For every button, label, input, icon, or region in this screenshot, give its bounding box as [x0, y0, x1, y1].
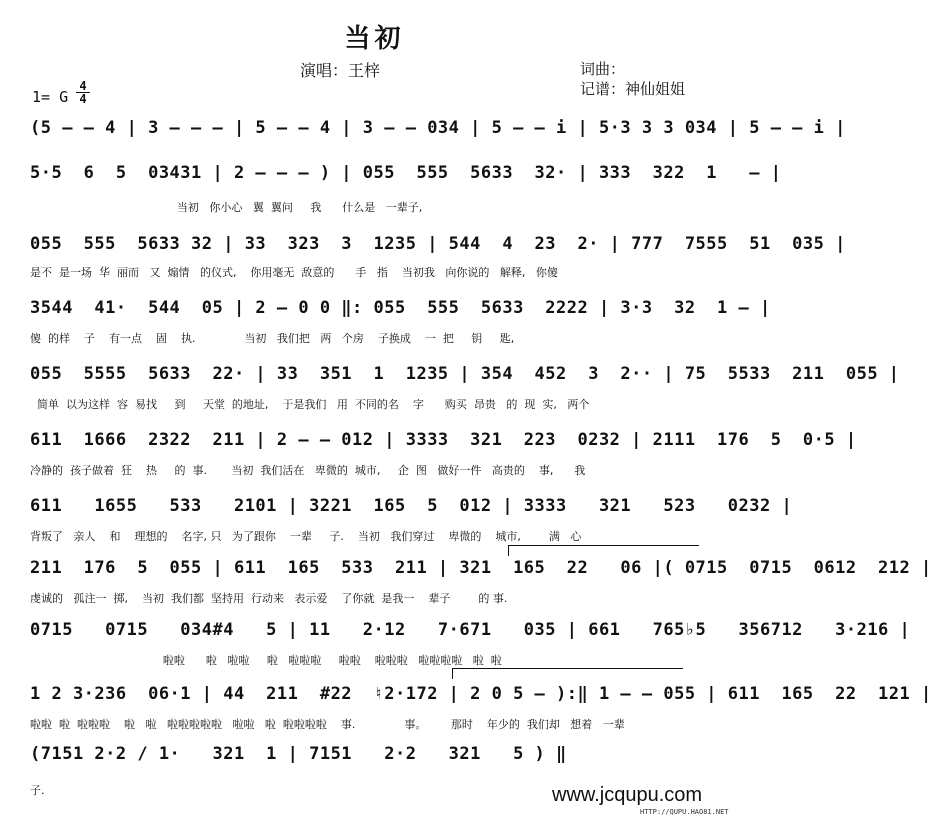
transcriber-credit: 记谱：神仙姐姐	[580, 80, 686, 98]
notation-line-11: (7151 2·2 / 1· 321 1 | 7151 2·2 321 5 ) ‖	[30, 744, 567, 764]
repeat-bracket-1	[508, 545, 699, 556]
notation-line-10: 1 2 3·236 06·1 | 44 211 #22 ♮2·172 | 2 0 5 — ):‖ 1 — — 055 | 611 165 22 121 |	[30, 684, 932, 704]
notation-line-3: 055 555 5633 32 | 33 323 3 1235 | 544 4 23 2· | 777 7555 51 035 |	[30, 234, 846, 254]
lyrics-line-8: 虔诚的 孤注一 掷, 当初 我们都 坚持用 行动来 表示爱 了你就 是我一 辈子 的 事.	[30, 592, 508, 605]
notation-line-8: 211 176 5 055 | 611 165 533 211 | 321 165 22 06 |( 0715 0715 0612 212 |	[30, 558, 932, 578]
song-title: 当初	[344, 24, 405, 54]
time-denominator: 4	[79, 92, 87, 106]
lyrics-line-3: 是不 是一场 华 丽而 又 煽情 的仪式, 你用毫无 敌意的 手 指 当初我 向你说的 解释, 你傻	[30, 266, 558, 279]
notation-line-1: (5 — — 4 | 3 — — — | 5 — — 4 | 3 — — 034 | 5 — — i | 5·3 3 3 034 | 5 — — i |	[30, 118, 846, 138]
lyrics-line-6: 冷静的 孩子做着 狂 热 的 事. 当初 我们活在 卑微的 城市, 企 图 做好一件 高贵的 事, 我	[30, 464, 586, 477]
time-numerator: 4	[76, 80, 90, 93]
repeat-bracket-2	[452, 668, 683, 679]
lyrics-line-11: 子.	[30, 784, 45, 797]
notation-line-2: 5·5 6 5 03431 | 2 — — — ) | 055 555 5633 32· | 333 322 1 — |	[30, 163, 782, 183]
site-watermark-url: HTTP://QUPU.HAO81.NET	[640, 808, 729, 816]
lyrics-line-2: 当初 你小心 翼 翼问 我 什么是 一辈子,	[30, 201, 423, 214]
notation-line-6: 611 1666 2322 211 | 2 — — 012 | 3333 321 223 0232 | 2111 176 5 0·5 |	[30, 430, 857, 450]
lyrics-line-9: 啦啦 啦 啦啦 啦 啦啦啦 啦啦 啦啦啦 啦啦啦啦 啦 啦	[30, 654, 502, 667]
lyrics-line-7: 背叛了 亲人 和 理想的 名字, 只 为了跟你 一辈 子. 当初 我们穿过 卑微的 城市, 满 心	[30, 530, 582, 543]
singer-credit: 演唱：王梓	[299, 61, 380, 80]
time-signature	[76, 80, 90, 105]
lyrics-line-4: 傻 的样 子 有一点 固 执. 当初 我们把 两 个房 子换成 一 把 钥 匙,	[30, 332, 515, 345]
lyricist-credit: 词曲：	[580, 60, 626, 78]
notation-line-5: 055 5555 5633 22· | 33 351 1 1235 | 354 452 3 2·· | 75 5533 211 055 |	[30, 364, 900, 384]
lyrics-line-10: 啦啦 啦 啦啦啦 啦 啦 啦啦啦啦啦 啦啦 啦 啦啦啦啦 事. 事。 那时 年少的 我们却 想着 一辈	[30, 718, 625, 731]
lyrics-line-5: 简单 以为这样 容 易找 到 天堂 的地址, 于是我们 用 不同的名 字 购买 昂贵 的 现 实, 两个	[30, 398, 590, 411]
site-watermark: www.jcqupu.com	[552, 784, 703, 806]
notation-line-4: 3544 41· 544 05 | 2 — 0 0 ‖: 055 555 5633 2222 | 3·3 32 1 — |	[30, 298, 771, 318]
key-signature: 1= G	[32, 88, 69, 106]
notation-line-9: 0715 0715 034#4 5 | 11 2·12 7·671 035 | 661 765♭5 356712 3·216 |	[30, 620, 911, 640]
notation-line-7: 611 1655 533 2101 | 3221 165 5 012 | 3333 321 523 0232 |	[30, 496, 793, 516]
